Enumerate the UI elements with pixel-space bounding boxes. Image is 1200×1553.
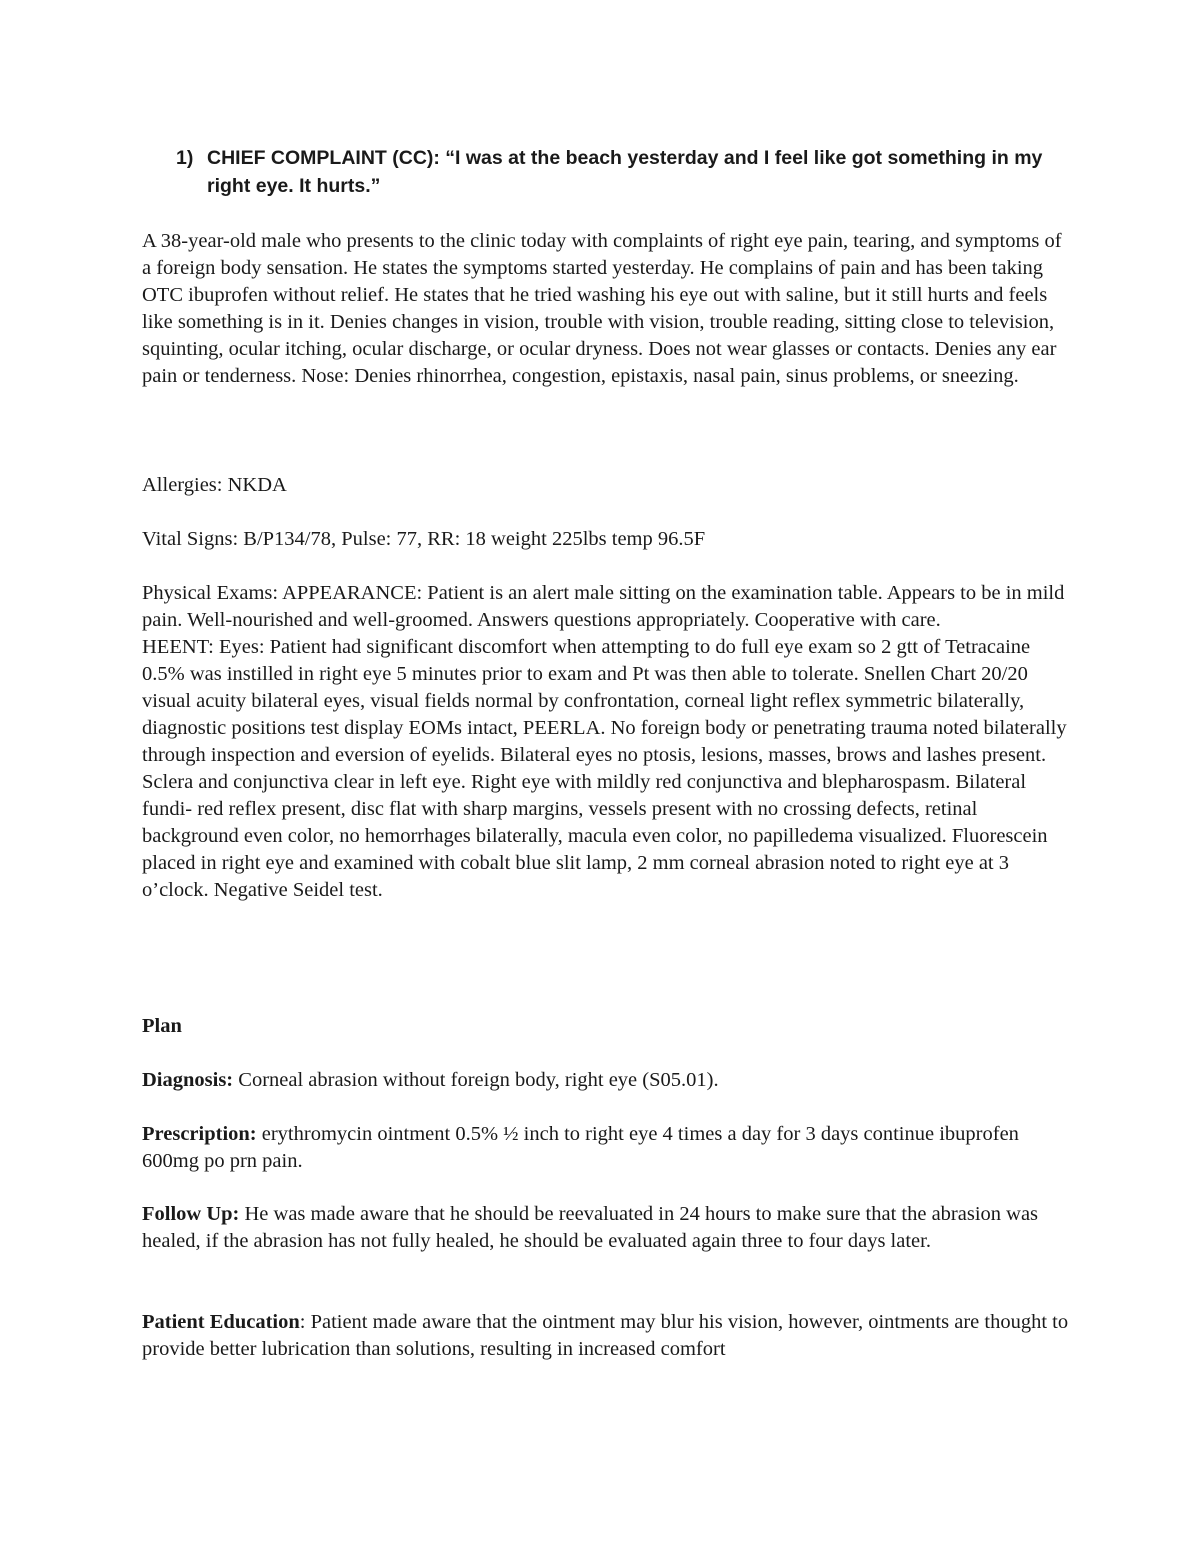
allergies-line: Allergies: NKDA: [142, 474, 287, 496]
diagnosis-label: Diagnosis:: [142, 1069, 234, 1091]
chief-complaint-text: CHIEF COMPLAINT (CC): “I was at the beach yesterday and I feel like got something in my right eye. It hurts.”: [207, 147, 1043, 197]
prescription-label: Prescription:: [142, 1123, 257, 1145]
patient-education-label: Patient Education: [142, 1311, 300, 1333]
chief-complaint: [176, 144, 1076, 200]
follow-up-paragraph: [142, 1201, 1072, 1255]
plan-heading: Plan: [142, 1015, 182, 1037]
patient-education-text: : Patient made aware that the ointment may blur his vision, however, ointments are thought to provide better lubrication than solutions, resulting in increased comfort: [142, 1311, 1069, 1360]
prescription-text: erythromycin ointment 0.5% ½ inch to right eye 4 times a day for 3 days continue ibuprofen 600mg po prn pain.: [142, 1123, 1019, 1172]
heent-paragraph: HEENT: Eyes: Patient had significant discomfort when attempting to do full eye exam so 2 gtt of Tetracaine 0.5% was instilled in right eye 5 minutes prior to exam and Pt was then able to tolerate. Snellen Chart 20/20 visual acuity bilateral eyes, visual fields normal by confrontation, corneal light reflex symmetric bilaterally, diagnostic positions test display EOMs intact, PEERLA. No foreign body or penetrating trauma noted bilaterally through inspection and eversion of eyelids. Bilateral eyes no ptosis, lesions, masses, brows and lashes present. Sclera and conjunctiva clear in left eye. Right eye with mildly red conjunctiva and blepharospasm. Bilateral fundi- red reflex present, disc flat with sharp margins, vessels present with no crossing defects, retinal background even color, no hemorrhages bilaterally, macula even color, no papilledema visualized. Fluorescein placed in right eye and examined with cobalt blue slit lamp, 2 mm corneal abrasion noted to right eye at 3 o’clock. Negative Seidel test.: [142, 636, 1067, 901]
appearance-paragraph: Physical Exams: APPEARANCE: Patient is an alert male sitting on the examination table. Appears to be in mild pain. Well-nourished and well-groomed. Answers questions appropriately. Cooperative with care.: [142, 582, 1065, 631]
hpi-paragraph: A 38-year-old male who presents to the clinic today with complaints of right eye pain, tearing, and symptoms of a foreign body sensation. He states the symptoms started yesterday. He complains of pain and has been taking OTC ibuprofen without relief. He states that he tried washing his eye out with saline, but it still hurts and feels like something is in it. Denies changes in vision, trouble with vision, trouble reading, sitting close to television, squinting, ocular itching, ocular discharge, or ocular dryness. Does not wear glasses or contacts. Denies any ear pain or tenderness. Nose: Denies rhinorrhea, congestion, epistaxis, nasal pain, sinus problems, or sneezing.: [142, 230, 1062, 387]
patient-education-paragraph: [142, 1309, 1072, 1363]
follow-up-text: He was made aware that he should be reevaluated in 24 hours to make sure that the abrasion was healed, if the abrasion has not fully healed, he should be evaluated again three to four days later.: [142, 1203, 1039, 1252]
diagnosis-text: Corneal abrasion without foreign body, right eye (S05.01).: [233, 1069, 719, 1091]
diagnosis-line: [142, 1067, 1072, 1094]
prescription-paragraph: [142, 1121, 1072, 1175]
follow-up-label: Follow Up:: [142, 1203, 240, 1225]
vital-signs-line: Vital Signs: B/P134/78, Pulse: 77, RR: 18 weight 225lbs temp 96.5F: [142, 528, 706, 550]
physical-exam-section: [142, 580, 1072, 904]
list-number: 1): [176, 147, 194, 169]
